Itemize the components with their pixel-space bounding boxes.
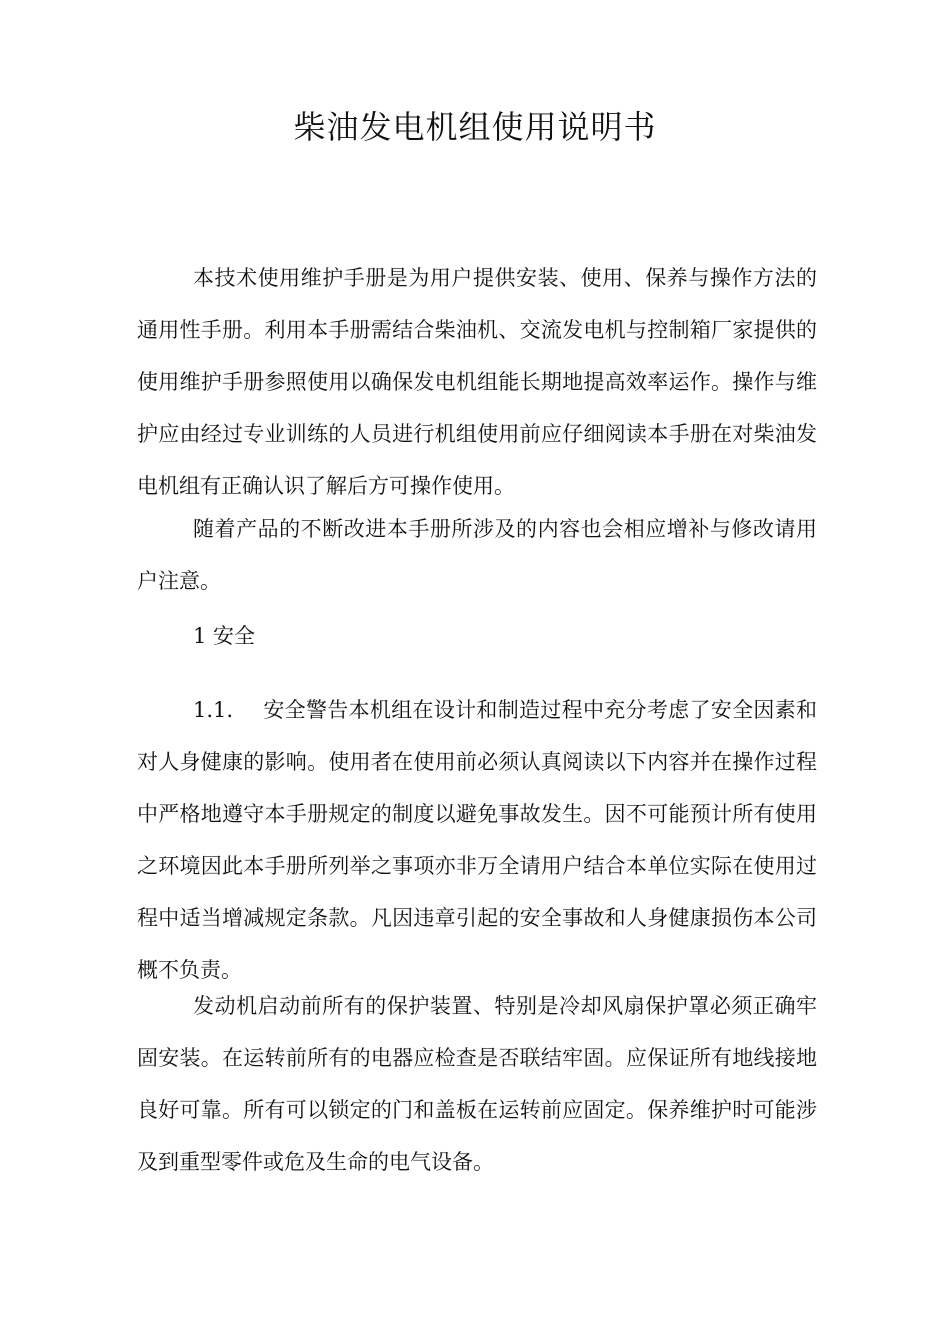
section-1-1-paragraph — [137, 684, 817, 996]
section-number: 1.1. — [193, 698, 234, 722]
section-1-paragraph-2: 发动机启动前所有的保护装置、特别是冷却风扇保护罩必须正确牢固安装。在运转前所有的电器应检查是否联结牢固。应保证所有地线接地良好可靠。所有可以锁定的门和盖板在运转前应固定。保养维护时可能涉及到重型零件或危及生命的电气设备。 — [137, 994, 817, 1174]
section-heading-safety: 1 安全 — [193, 624, 256, 648]
document-title: 柴油发电机组使用说明书 — [293, 108, 657, 146]
intro-paragraph-1: 本技术使用维护手册是为用户提供安装、使用、保养与操作方法的通用性手册。利用本手册需结合柴油机、交流发电机与控制箱厂家提供的使用维护手册参照使用以确保发电机组能长期地提高效率运作。操作与维护应由经过专业训练的人员进行机组使用前应仔细阅读本手册在对柴油发电机组有正确认识了解后方可操作使用。 — [137, 266, 817, 498]
intro-paragraph-2: 随着产品的不断改进本手册所涉及的内容也会相应增补与修改请用户注意。 — [137, 517, 817, 593]
section-1-1-text: 安全警告本机组在设计和制造过程中充分考虑了安全因素和对人身健康的影响。使用者在使用前必须认真阅读以下内容并在操作过程中严格地遵守本手册规定的制度以避免事故发生。因不可能预计所有使用之环境因此本手册所列举之事项亦非万全请用户结合本单位实际在使用过程中适当增减规定条款。凡因违章引起的安全事故和人身健康损伤本公司概不负责。 — [137, 698, 817, 982]
